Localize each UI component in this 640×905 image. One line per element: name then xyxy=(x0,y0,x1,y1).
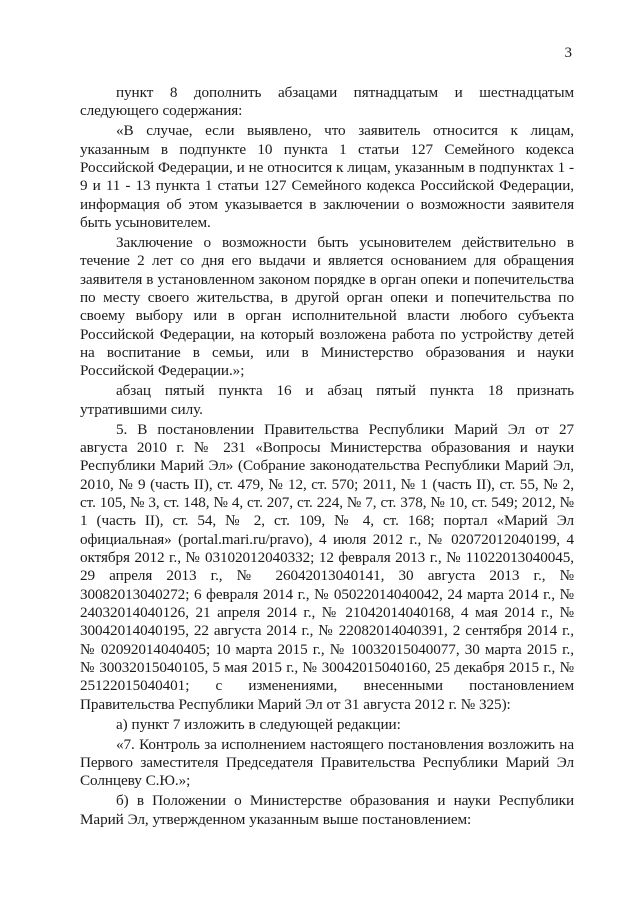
paragraph-subitem-b: б) в Положении о Министерстве образования и науки Республики Марий Эл, утвержденном указанным выше постановлением: xyxy=(80,792,574,828)
paragraph-quote-control: «7. Контроль за исполнением настоящего постановления возложить на Первого заместителя Председателя Правительства Республики Марий Эл Солнцеву С.Ю.»; xyxy=(80,735,574,790)
paragraph-subitem-a: а) пункт 7 изложить в следующей редакции: xyxy=(116,715,401,733)
paragraph-item-5-resolution: 5. В постановлении Правительства Республики Марий Эл от 27 августа 2010 г. № 231 «Вопросы Министерства образования и науки Республики Марий Эл» (Собрание законодательства Республики Марий Эл, 2010, № 9 (часть II), ст. 479, № 12, ст. 570; 2011, № 1 (часть II), ст. 55, № 2, ст. 105, № 3, ст. 148, № 4, ст. 207, ст. 224, № 7, ст. 378, № 10, ст. 549; 2012, № 1 (часть II), ст. 54, № 2, ст. 109, № 4, ст. 168; портал «Марий Эл официальная» (portal.mari.ru/pravo), 4 июля 2012 г., № 02072012040199, 4 октября 2012 г., № 03102012040332; 12 февраля 2013 г., № 11022013040045, 29 апреля 2013 г., № 26042013040141, 30 августа 2013 г., № 30082013040272; 6 февраля 2014 г., № 05022014040042, 24 марта 2014 г., № 24032014040126, 21 апреля 2014 г., № 21042014040168, 4 мая 2014 г., № 30042014040195, 22 августа 2014 г., № 22082014040391, 2 сентября 2014 г., № 02092014040405; 10 марта 2015 г., № 10032015040077, 30 марта 2015 г., № 30032015040105, 5 мая 2015 г., № 30042015040160, 25 декабря 2015 г., № 25122015040401; с изменениями, внесенными постановлением Правительства Республики Марий Эл от 31 августа 2012 г. № 325): xyxy=(80,420,574,713)
paragraph-repeal-clauses: абзац пятый пункта 16 и абзац пятый пункта 18 признать утратившими силу. xyxy=(80,382,574,418)
paragraph-quote-applicant: «В случае, если выявлено, что заявитель относится к лицам, указанным в подпункте 10 пункта 1 статьи 127 Семейного кодекса Российской Федерации, и не относится к лицам, указанным в подпунктах 1 - 9 и 11 - 13 пункта 1 статьи 127 Семейного кодекса Российской Федерации, информация об этом указывается в заключении о возможности заявителя быть усыновителем. xyxy=(80,122,574,231)
paragraph-amend-point-8: пункт 8 дополнить абзацами пятнадцатым и шестнадцатым следующего содержания: xyxy=(80,84,574,120)
page-number: 3 xyxy=(564,45,572,61)
document-body xyxy=(80,84,574,831)
paragraph-conclusion-validity: Заключение о возможности быть усыновителем действительно в течение 2 лет со дня его выдачи и является основанием для обращения заявителя в установленном законом порядке в орган опеки и попечительства по месту своего жительства, в другой орган опеки и попечительства по своему выбору или в орган исполнительной власти любого субъекта Российской Федерации, на который возложена работа по устройству детей на воспитание в семьи, или в Министерство образования и науки Российской Федерации.»; xyxy=(80,233,574,380)
